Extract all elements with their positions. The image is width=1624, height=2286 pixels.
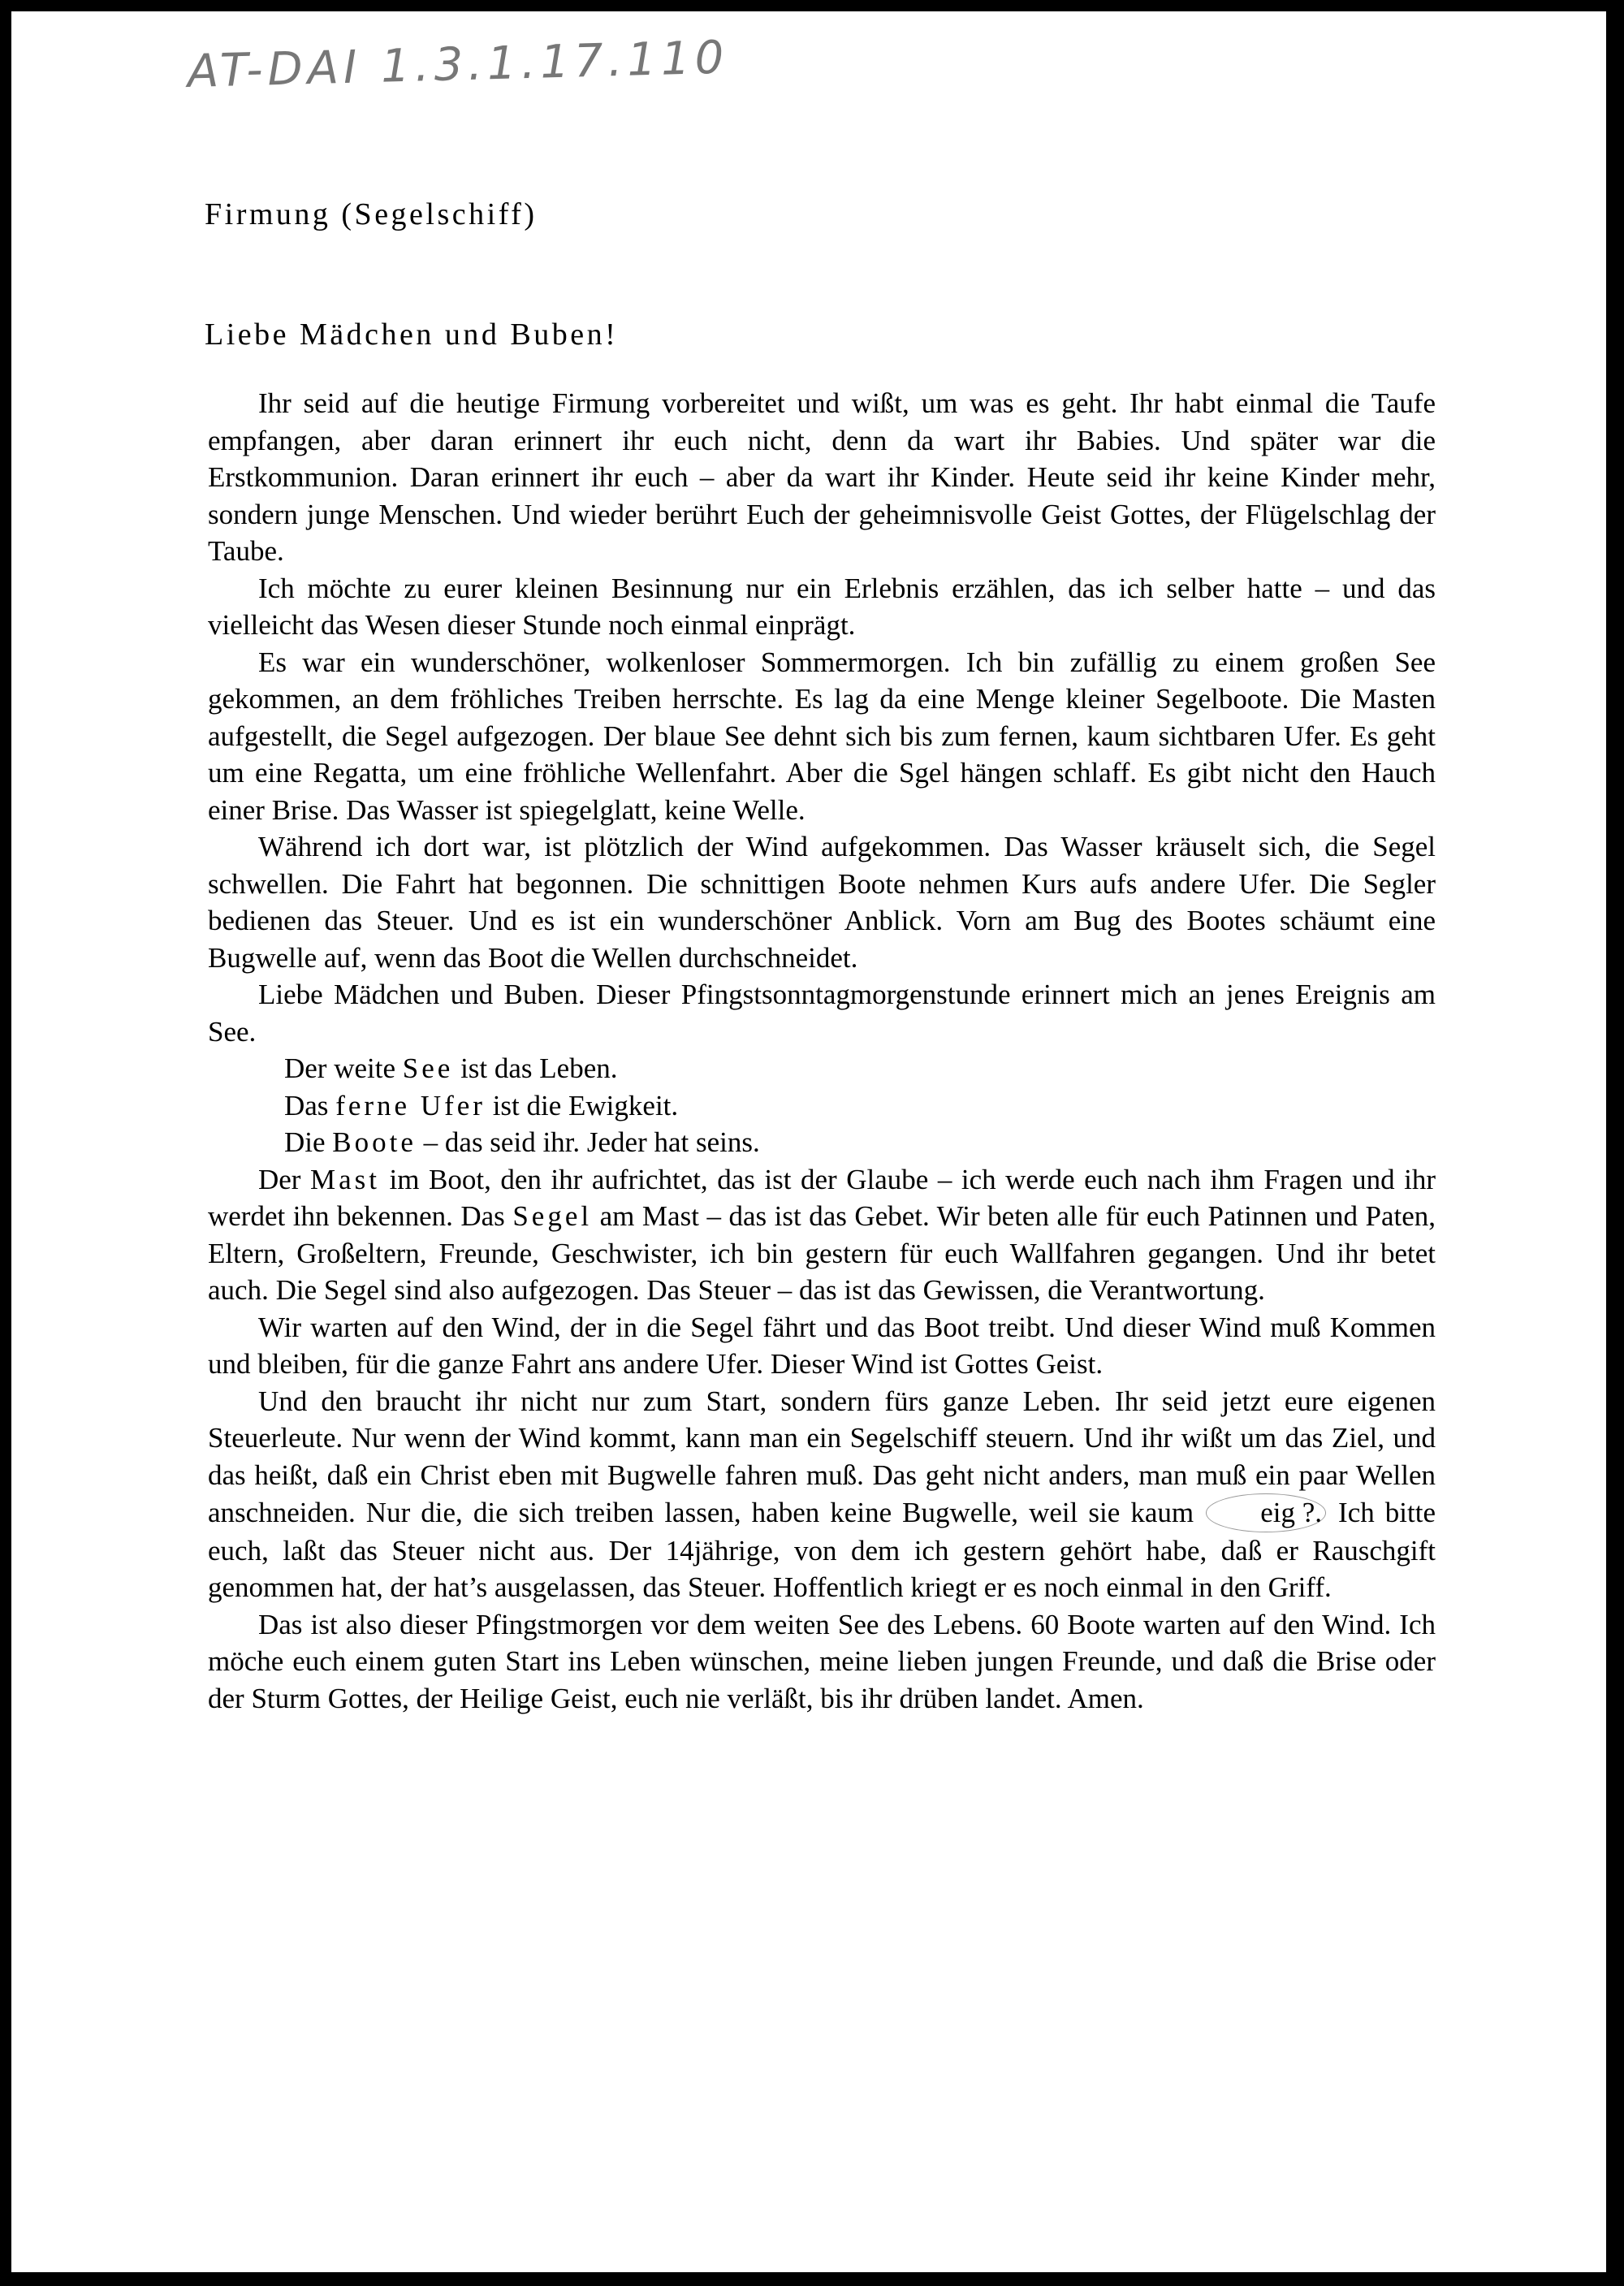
verse-block xyxy=(208,1050,1436,1161)
paragraph-7: Wir warten auf den Wind, der in die Segel fährt und das Boot treibt. Und dieser Wind muß Kommen und bleiben, für die ganze Fahrt ans andere Ufer. Dieser Wind ist Gottes Geist. xyxy=(208,1311,1436,1380)
paragraph-1: Ihr seid auf die heutige Firmung vorbereitet und wißt, um was es geht. Ihr habt einmal die Taufe empfangen, aber daran erinnert ihr euch nicht, denn da wart ihr Babies. Und später war die Erstkommunion. Daran erinnert ihr euch – aber da wart ihr Kinder. Heute seid ihr keine Kinder mehr, sondern junge Menschen. Und wieder berührt Euch der geheimnisvolle Geist Gottes, der Flügelschlag der Taube. xyxy=(208,387,1436,567)
verse-line-2: Das ferne Ufer ist die Ewigkeit. xyxy=(284,1089,679,1121)
paragraph-4: Während ich dort war, ist plötzlich der Wind aufgekommen. Das Wasser kräuselt sich, die Segel schwellen. Die Fahrt hat begonnen. Die schnittigen Boote nehmen Kurs aufs andere Ufer. Die Segler bedienen das Steuer. Und es ist ein wunderschöner Anblick. Vorn am Bug des Bootes schäumt eine Bugwelle auf, wenn das Boot die Wellen durchschneidet. xyxy=(208,831,1436,974)
sermon-body xyxy=(208,385,1436,1717)
paragraph-3: Es war ein wunderschöner, wolkenloser Sommermorgen. Ich bin zufällig zu einem großen See gekommen, an dem fröhliches Treiben herrschte. Es lag da eine Menge kleiner Segelboote. Die Masten aufgestellt, die Segel aufgezogen. Der blaue See dehnt sich bis zum fernen, kaum sichtbaren Ufer. Es geht um eine Regatta, um eine fröhliche Wellenfahrt. Aber die Sgel hängen schlaff. Es gibt nicht den Hauch einer Brise. Das Wasser ist spiegelglatt, keine Welle. xyxy=(208,646,1436,826)
paragraph-5: Liebe Mädchen und Buben. Dieser Pfingstsonntagmorgenstunde erinnert mich an jenes Ereignis am See. xyxy=(208,979,1436,1048)
paragraph-9: Das ist also dieser Pfingstmorgen vor dem weiten See des Lebens. 60 Boote warten auf den Wind. Ich möche euch einem guten Start ins Leben wünschen, meine lieben jungen Freunde, und daß die Brise oder der Sturm Gottes, der Heilige Geist, euch nie verläßt, bis ihr drüben landet. Amen. xyxy=(208,1608,1436,1714)
document-title: Firmung (Segelschiff) xyxy=(205,197,538,231)
pencil-annotation: eig ?. xyxy=(1206,1493,1326,1532)
salutation: Liebe Mädchen und Buben! xyxy=(205,318,619,352)
document-page xyxy=(11,11,1606,2272)
paragraph-6: Der Mast im Boot, den ihr aufrichtet, das ist der Glaube – ich werde euch nach ihm Fragen und ihr werdet ihn bekennen. Das Segel am Mast – das ist das Gebet. Wir beten alle für euch Patinnen und Paten, Eltern, Großeltern, Freunde, Geschwister, ich bin gestern für euch Wallfahren gegangen. Und ihr betet auch. Die Segel sind also aufgezogen. Das Steuer – das ist das Gewissen, die Verantwortung. xyxy=(208,1163,1436,1306)
verse-line-1: Der weite See ist das Leben. xyxy=(284,1052,618,1084)
archive-code-handwritten: AT-DAI 1.3.1.17.110 xyxy=(187,31,730,98)
paragraph-2: Ich möchte zu eurer kleinen Besinnung nur ein Erlebnis erzählen, das ich selber hatte – und das vielleicht das Wesen dieser Stunde noch einmal einprägt. xyxy=(208,572,1436,641)
paragraph-8: Und den braucht ihr nicht nur zum Start, sondern fürs ganze Leben. Ihr seid jetzt eure eigenen Steuerleute. Nur wenn der Wind kommt, kann man ein Segelschiff steuern. Und ihr wißt um das Ziel, und das heißt, daß ein Christ eben mit Bugwelle fahren muß. Das geht nicht anders, man muß ein paar Wellen anschneiden. Nur die, die sich treiben lassen, haben keine Bugwelle, weil sie kaum eig ?. Ich bitte euch, laßt das Steuer nicht aus. Der 14jährige, von dem ich gestern gehört habe, daß er Rauschgift genommen hat, der hat’s ausgelassen, das Steuer. Hoffentlich kriegt er es noch einmal in den Griff. xyxy=(208,1385,1436,1603)
verse-line-3: Die Boote – das seid ihr. Jeder hat seins. xyxy=(284,1126,760,1158)
